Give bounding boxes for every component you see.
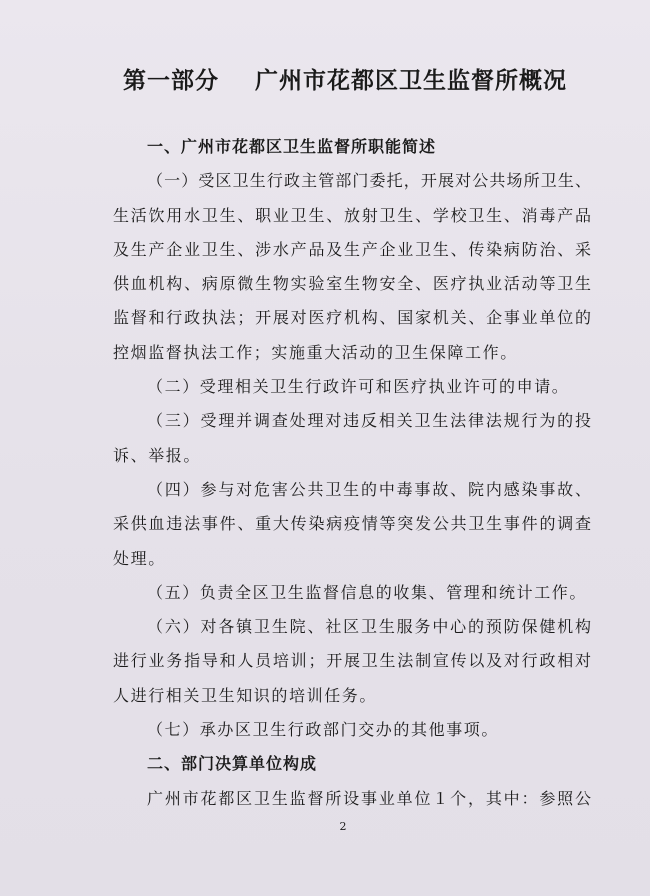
page-title: 第一部分 广州市花都区卫生监督所概况 [122,68,568,94]
paragraph-line: （五）负责全区卫生监督信息的收集、管理和统计工作。 [147,582,588,602]
paragraph-line: （三）受理并调查处理对违反相关卫生法律法规行为的投 [147,411,591,431]
section-heading-functions: 一、广州市花都区卫生监督所职能简述 [147,137,437,156]
paragraph-line: （二）受理相关卫生行政许可和医疗执业许可的申请。 [147,377,570,397]
paragraph-line: （六）对各镇卫生院、社区卫生服务中心的预防保健机构 [147,617,591,637]
paragraph-line: 生活饮用水卫生、职业卫生、放射卫生、学校卫生、消毒产品 [113,205,591,225]
paragraph-line: 诉、举报。 [113,445,202,465]
paragraph-line: 及生产企业卫生、涉水产品及生产企业卫生、传染病防治、采 [113,239,591,259]
document-body [113,130,591,816]
paragraph-line: 采供血违法事件、重大传染病疫情等突发公共卫生事件的调查 [113,514,591,534]
section-heading-structure: 二、部门决算单位构成 [147,754,318,774]
paragraph-line: （七）承办区卫生行政部门交办的其他事项。 [147,720,500,740]
paragraph-line: 监督和行政执法；开展对医疗机构、国家机关、企事业单位的 [113,308,591,328]
paragraph-line: 供血机构、病原微生物实验室生物安全、医疗执业活动等卫生 [113,274,591,294]
paragraph-line: （四）参与对危害公共卫生的中毒事故、院内感染事故、 [147,479,591,499]
paragraph-line: 人进行相关卫生知识的培训任务。 [113,685,378,705]
paragraph-line: （一）受区卫生行政主管部门委托，开展对公共场所卫生、 [147,171,591,191]
paragraph-line: 处理。 [113,548,166,568]
page-number: 2 [339,820,347,833]
paragraph-line: 控烟监督执法工作；实施重大活动的卫生保障工作。 [113,342,518,362]
paragraph-line: 广州市花都区卫生监督所设事业单位１个，其中：参照公 [147,788,591,808]
paragraph-line: 进行业务指导和人员培训；开展卫生法制宣传以及对行政相对 [113,651,591,671]
